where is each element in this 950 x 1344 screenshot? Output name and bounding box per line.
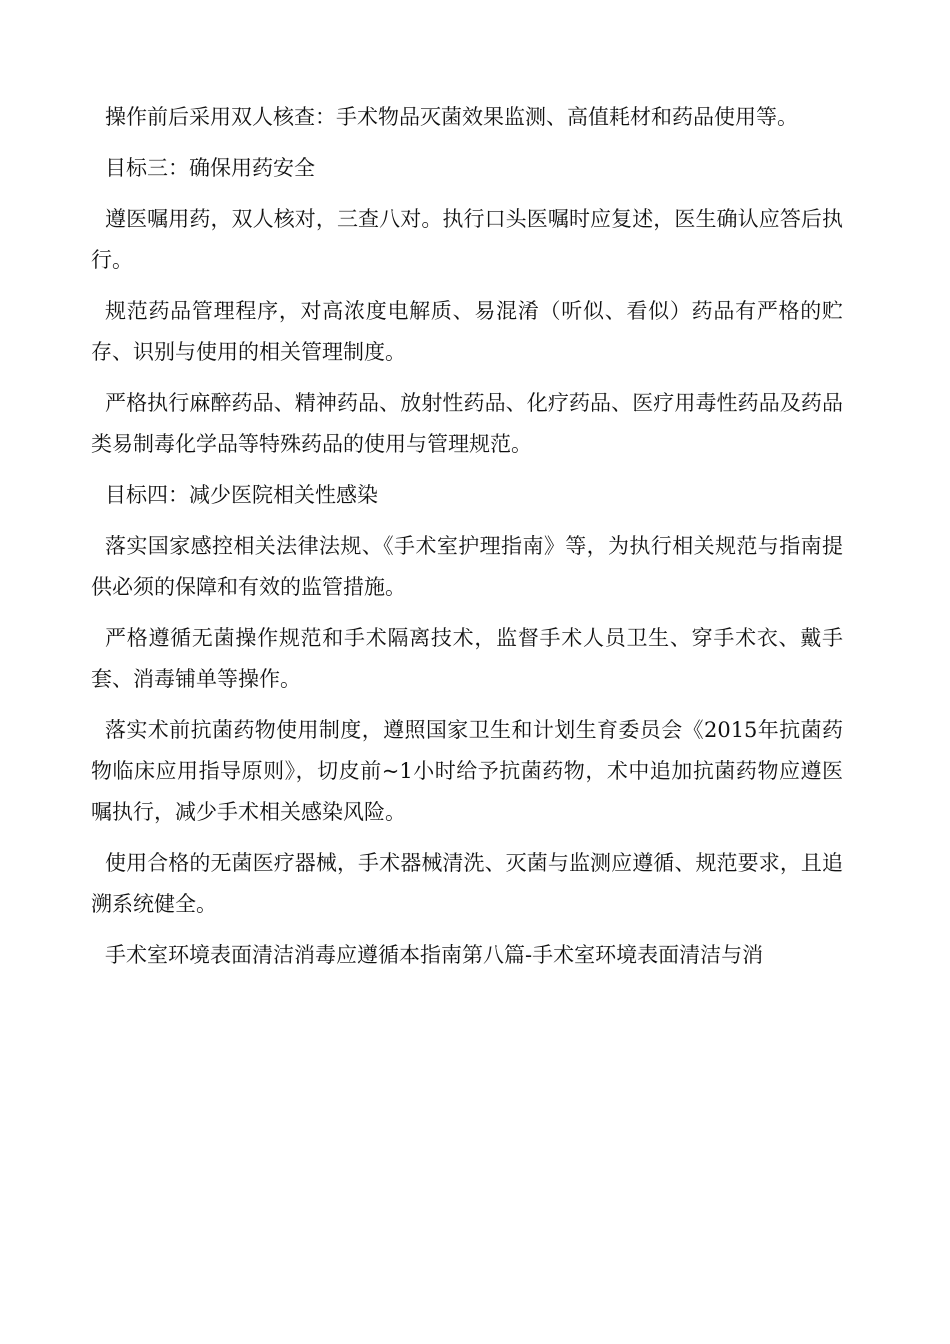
paragraph-aseptic-technique: 严格遵循无菌操作规范和手术隔离技术，监督手术人员卫生、穿手术衣、戴手套、消毒铺单等操作。 (91, 626, 843, 691)
heading-goal-three: 目标三：确保用药安全 (105, 156, 315, 180)
paragraph-double-check: 操作前后采用双人核查：手术物品灭菌效果监测、高值耗材和药品使用等。 (105, 105, 798, 129)
paragraph-medication-orders: 遵医嘱用药，双人核对，三查八对。执行口头医嘱时应复述，医生确认应答后执行。 (91, 207, 843, 272)
heading-goal-four: 目标四：减少医院相关性感染 (105, 483, 378, 507)
paragraph-drug-management: 规范药品管理程序，对高浓度电解质、易混淆（听似、看似）药品有严格的贮存、识别与使用的相关管理制度。 (91, 299, 843, 364)
paragraph-infection-laws: 落实国家感控相关法律法规、《手术室护理指南》等，为执行相关规范与指南提供必须的保障和有效的监管措施。 (91, 534, 843, 599)
paragraph-antibiotics: 落实术前抗菌药物使用制度，遵照国家卫生和计划生育委员会《2015年抗菌药物临床应用指导原则》，切皮前~1小时给予抗菌药物，术中追加抗菌药物应遵医嘱执行，减少手术相关感染风险。 (91, 718, 843, 824)
document-body (91, 97, 843, 986)
paragraph-environment-cleaning: 手术室环境表面清洁消毒应遵循本指南第八篇-手术室环境表面清洁与消 (105, 943, 764, 967)
paragraph-special-drugs: 严格执行麻醉药品、精神药品、放射性药品、化疗药品、医疗用毒性药品及药品类易制毒化学品等特殊药品的使用与管理规范。 (91, 391, 843, 456)
paragraph-sterile-instruments: 使用合格的无菌医疗器械，手术器械清洗、灭菌与监测应遵循、规范要求，且追溯系统健全。 (91, 851, 843, 916)
